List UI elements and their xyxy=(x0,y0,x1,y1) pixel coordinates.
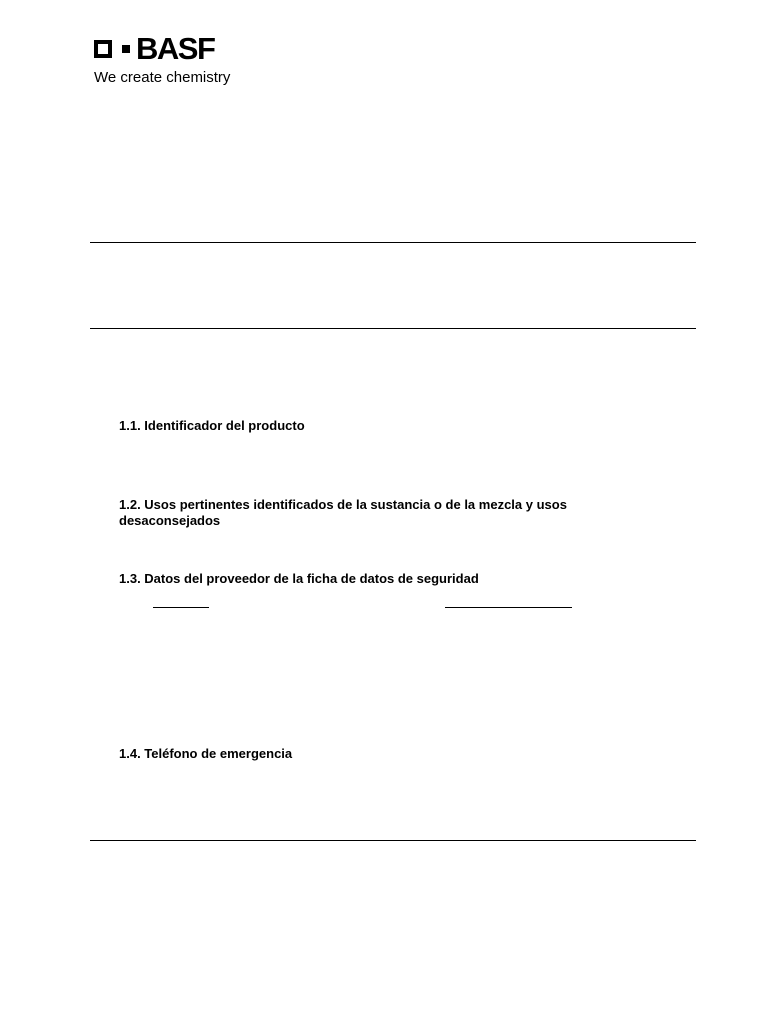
section-end-rule xyxy=(90,840,696,841)
logo-outline-square-icon xyxy=(94,40,112,58)
header-top-rule xyxy=(90,242,696,243)
header-bottom-rule xyxy=(90,328,696,329)
section-heading-1-2: 1.2. Usos pertinentes identificados de la sustancia o de la mezcla y usos desaconsejados xyxy=(119,497,567,528)
section-heading-1-4: 1.4. Teléfono de emergencia xyxy=(119,746,293,761)
blank-line-right xyxy=(445,607,572,608)
section-heading-1-3: 1.3. Datos del proveedor de la ficha de datos de seguridad xyxy=(119,571,479,586)
logo-solid-square-icon xyxy=(122,45,130,53)
brand-name: BASF xyxy=(136,31,215,66)
logo-mark xyxy=(94,31,215,66)
blank-line-left xyxy=(153,607,209,608)
section-heading-1-1: 1.1. Identificador del producto xyxy=(119,418,305,433)
basf-logo xyxy=(94,31,254,90)
brand-tagline: We create chemistry xyxy=(94,69,231,86)
